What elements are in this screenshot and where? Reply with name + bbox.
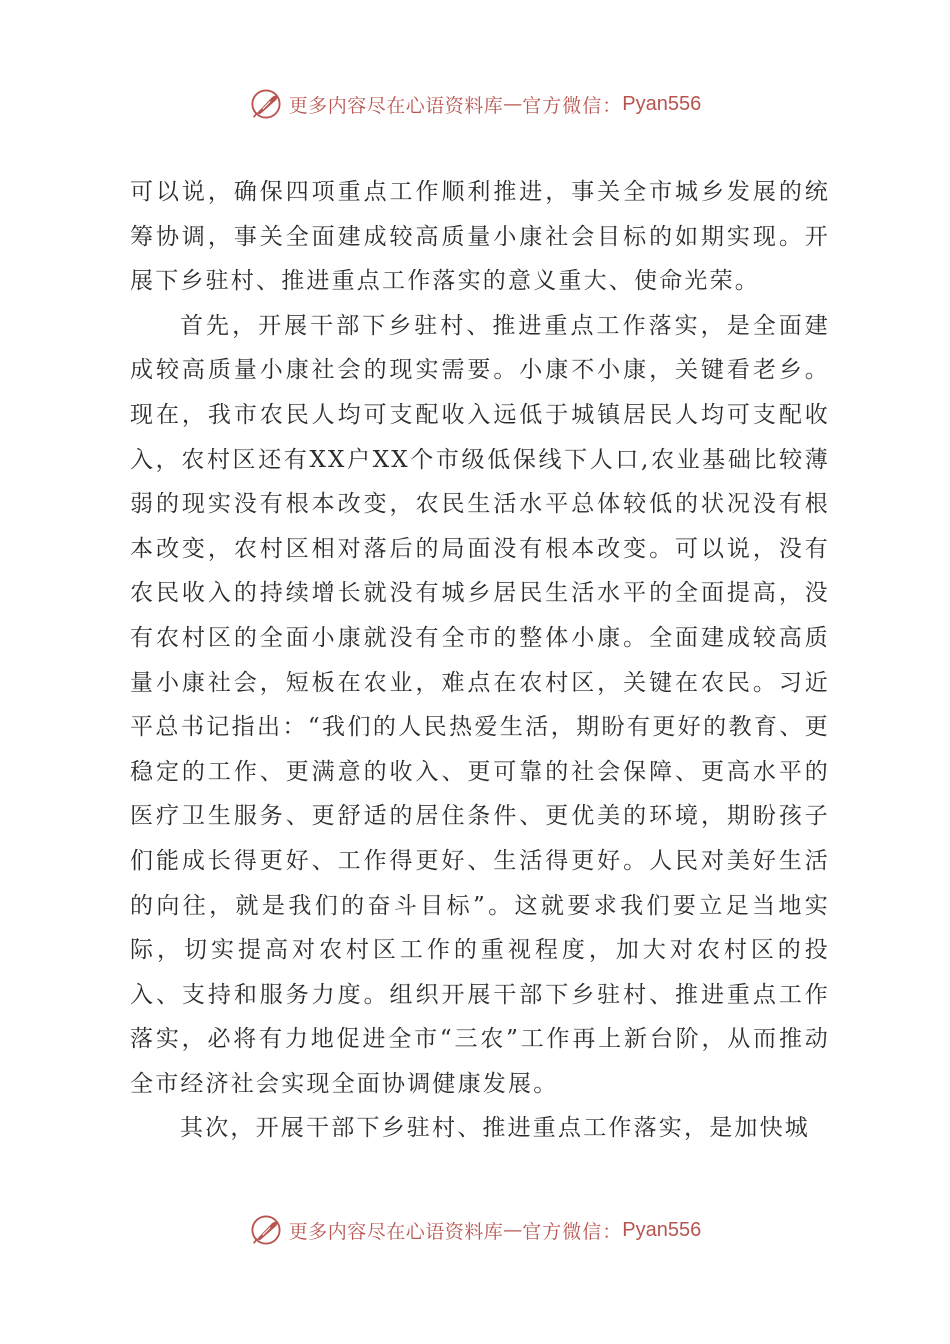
quill-pen-icon: [249, 1213, 283, 1247]
footer-wechat-label: 官方微信：: [522, 1220, 623, 1243]
header-wechat-label: 官方微信：: [522, 94, 623, 117]
footer-wechat-id: Pyan556: [622, 1218, 702, 1241]
document-body: [130, 170, 830, 1151]
footer-banner: [0, 1210, 950, 1250]
paragraph-3: 其次，开展干部下乡驻村、推进重点工作落实，是加快城: [180, 1115, 810, 1142]
header-text: [289, 91, 702, 118]
paragraph-1: 可以说，确保四项重点工作顺利推进，事关全市城乡发展的统筹协调，事关全面建成较高质量小康社会目标的如期实现。开展下乡驻村、推进重点工作落实的意义重大、使命光荣。: [130, 179, 830, 295]
footer-brand: 更多内容尽在心语资料库: [288, 1220, 504, 1243]
header-brand: 更多内容尽在心语资料库: [288, 94, 504, 117]
footer-separator: —: [503, 1219, 523, 1241]
header-wechat-id: Pyan556: [622, 92, 702, 115]
paragraph-2: 首先，开展干部下乡驻村、推进重点工作落实，是全面建成较高质量小康社会的现实需要。小康不小康，关键看老乡。现在，我市农民人均可支配收入远低于城镇居民人均可支配收入，农村区还有XX户XX个市级低保线下人口,农业基础比较薄弱的现实没有根本改变，农民生活水平总体较低的状况没有根本改变，农村区相对落后的局面没有根本改变。可以说，没有农民收入的持续增长就没有城乡居民生活水平的全面提高，没有农村区的全面小康就没有全市的整体小康。全面建成较高质量小康社会，短板在农业，难点在农村区，关键在农民。习近平总书记指出：“我们的人民热爱生活，期盼有更好的教育、更稳定的工作、更满意的收入、更可靠的社会保障、更高水平的医疗卫生服务、更舒适的居住条件、更优美的环境，期盼孩子们能成长得更好、工作得更好、生活得更好。人民对美好生活的向往，就是我们的奋斗目标”。这就要求我们要立足当地实际，切实提高对农村区工作的重视程度，加大对农村区的投入、支持和服务力度。组织开展干部下乡驻村、推进重点工作落实，必将有力地促进全市“三农”工作再上新台阶，从而推动全市经济社会实现全面协调健康发展。: [130, 312, 830, 1097]
quill-pen-icon: [249, 87, 283, 121]
header-separator: —: [503, 93, 523, 115]
footer-text: [289, 1217, 702, 1244]
header-banner: [0, 84, 950, 124]
